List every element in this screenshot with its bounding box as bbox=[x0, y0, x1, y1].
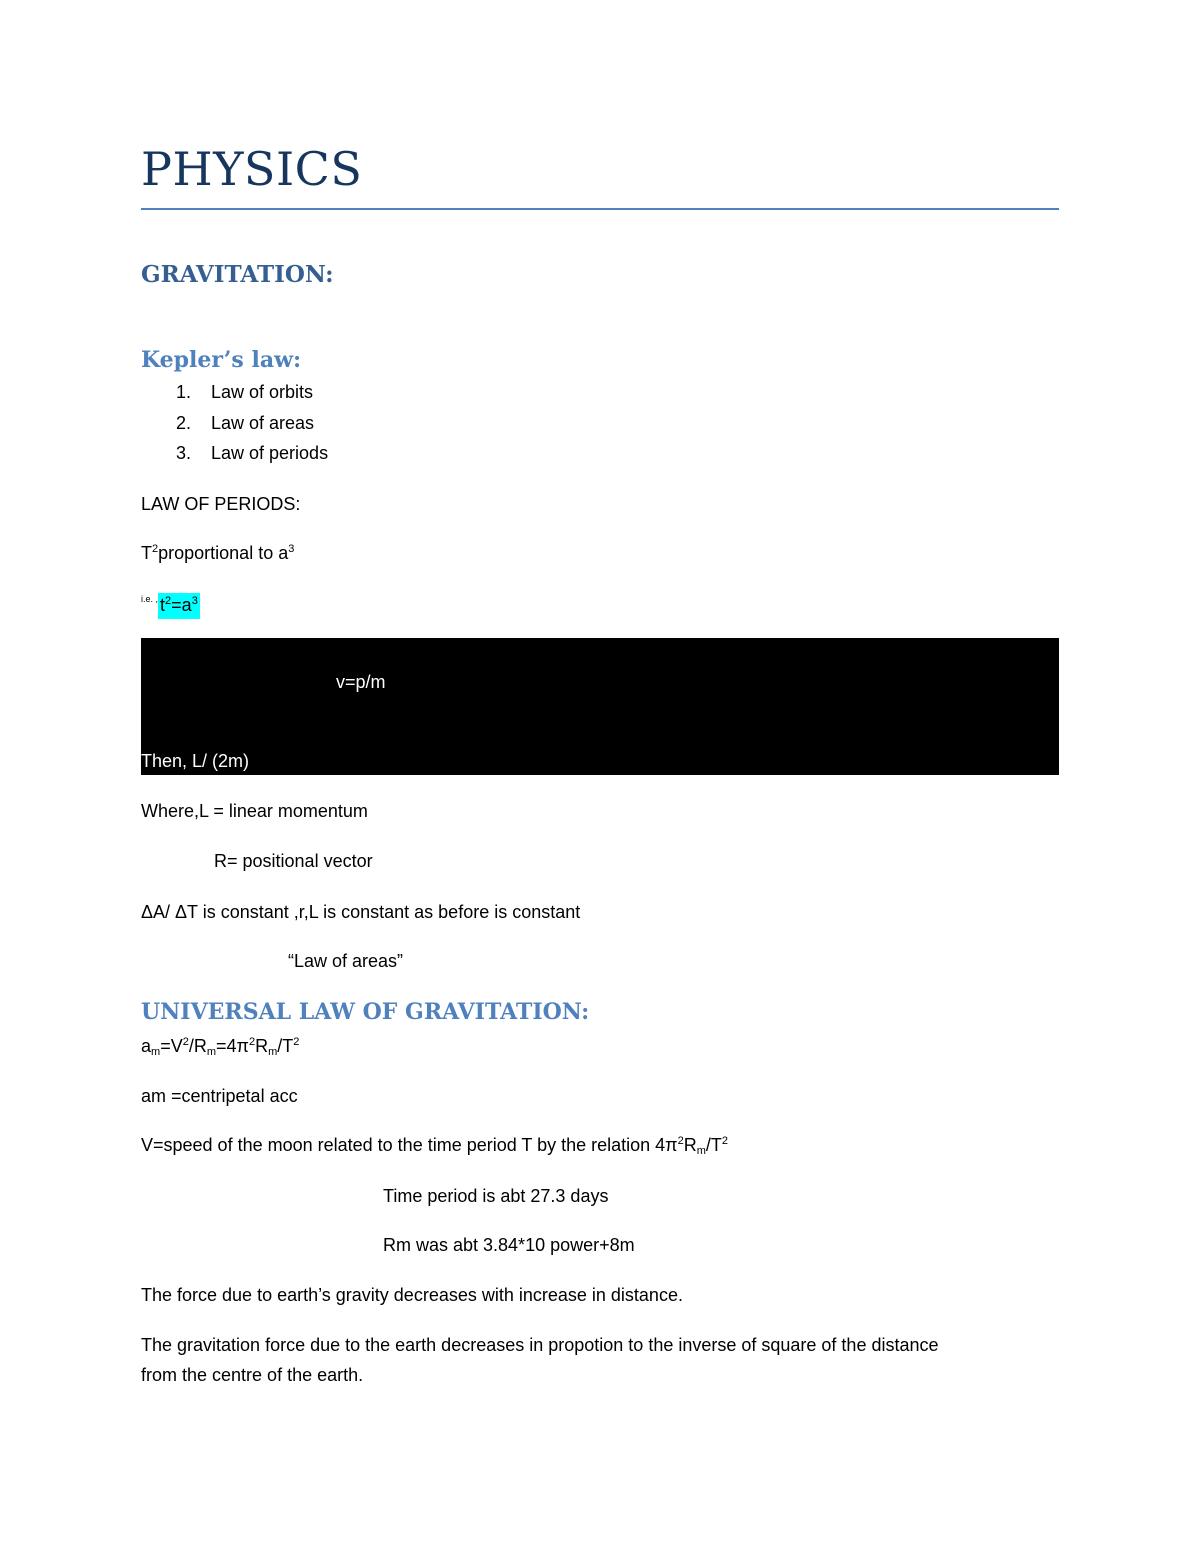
document-title: PHYSICS bbox=[141, 142, 363, 196]
formula-subscript: m bbox=[696, 1145, 706, 1157]
formula-part: /T bbox=[277, 1036, 294, 1056]
list-item bbox=[176, 443, 328, 464]
rm-line: Rm was abt 3.84*10 power+8m bbox=[383, 1235, 635, 1255]
highlighted-formula bbox=[158, 593, 200, 619]
formula-subscript: m bbox=[151, 1046, 161, 1058]
am-formula bbox=[141, 1036, 299, 1057]
force-line: The force due to earth’s gravity decreases with increase in distance. bbox=[141, 1285, 683, 1305]
formula-part: R bbox=[255, 1036, 269, 1056]
formula-part: =V bbox=[160, 1036, 183, 1056]
ie-formula bbox=[141, 594, 200, 616]
list-text: Law of areas bbox=[211, 413, 315, 433]
formula-part: /T bbox=[705, 1135, 722, 1155]
formula-exponent: 2 bbox=[677, 1135, 684, 1147]
formula-exponent: 2 bbox=[248, 1036, 256, 1048]
time-period-line: Time period is abt 27.3 days bbox=[383, 1186, 609, 1206]
law-of-periods-label: LAW OF PERIODS: bbox=[141, 494, 301, 514]
proportional-formula bbox=[141, 543, 294, 564]
formula-part: a bbox=[141, 1036, 152, 1056]
title-underline bbox=[141, 208, 1059, 210]
gravitation-line-2: from the centre of the earth. bbox=[141, 1365, 364, 1385]
list-number: 1. bbox=[176, 382, 192, 402]
formula-subscript: m bbox=[268, 1046, 278, 1058]
law-of-areas-quote: “Law of areas” bbox=[288, 951, 404, 971]
ie-prefix: i.e. , bbox=[141, 594, 159, 604]
formula-exponent: 2 bbox=[721, 1135, 729, 1147]
section-heading-gravitation: GRAVITATION: bbox=[141, 261, 334, 288]
formula-part: T bbox=[141, 543, 152, 563]
heading-universal-law: UNIVERSAL LAW OF GRAVITATION: bbox=[141, 999, 590, 1025]
formula-part: proportional to a bbox=[158, 543, 289, 563]
list-item bbox=[176, 413, 314, 434]
list-number: 2. bbox=[176, 413, 192, 433]
formula-exponent: 3 bbox=[191, 595, 198, 607]
am-definition: am =centripetal acc bbox=[141, 1086, 298, 1106]
list-text: Law of orbits bbox=[211, 382, 314, 402]
formula-part: R bbox=[683, 1135, 697, 1155]
formula-subscript: m bbox=[206, 1046, 217, 1058]
formula-exponent: 2 bbox=[152, 543, 159, 555]
black-box bbox=[141, 638, 1059, 775]
formula-exponent: 3 bbox=[288, 543, 295, 555]
v-definition bbox=[141, 1135, 728, 1156]
delta-line: ΔA/ ΔT is constant ,r,L is constant as before is constant bbox=[141, 902, 581, 922]
gravitation-line-1: The gravitation force due to the earth decreases in propotion to the inverse of square of the distance bbox=[141, 1335, 939, 1355]
formula-exponent: 2 bbox=[182, 1036, 189, 1048]
momentum-formula: v=p/m bbox=[336, 672, 386, 692]
formula-part: /R bbox=[188, 1036, 207, 1056]
formula-exponent: 2 bbox=[293, 1036, 300, 1048]
list-item bbox=[176, 382, 313, 403]
formula-part: V=speed of the moon related to the time period T by the relation 4π bbox=[141, 1135, 678, 1155]
formula-exponent: 2 bbox=[165, 595, 172, 607]
r-line: R= positional vector bbox=[214, 851, 373, 871]
formula-part: =4π bbox=[216, 1036, 249, 1056]
list-number: 3. bbox=[176, 443, 192, 463]
where-line: Where,L = linear momentum bbox=[141, 801, 368, 821]
formula-part: t bbox=[160, 595, 166, 615]
then-formula: Then, L/ (2m) bbox=[141, 751, 250, 771]
formula-part: =a bbox=[171, 595, 192, 615]
list-text: Law of periods bbox=[211, 443, 329, 463]
heading-keplers-law: Kepler’s law: bbox=[141, 347, 302, 373]
